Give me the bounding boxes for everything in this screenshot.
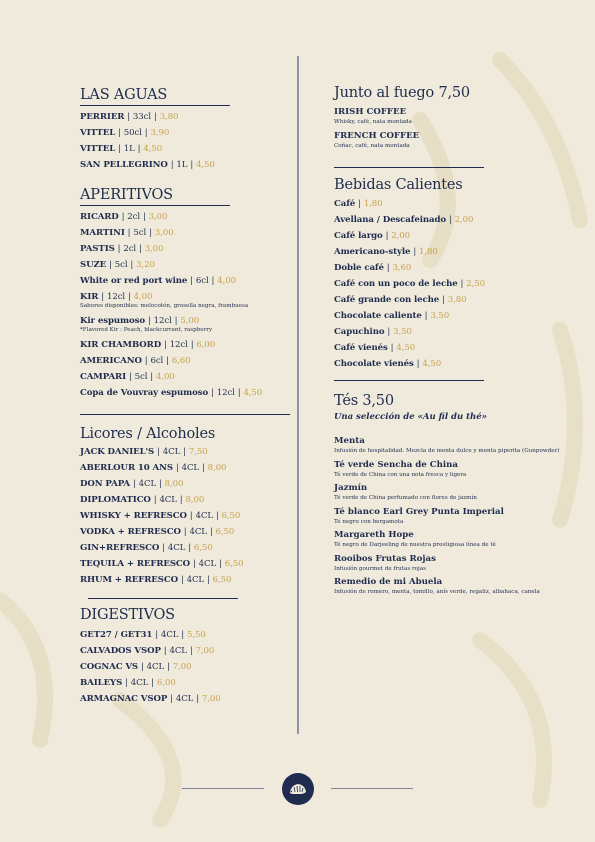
menu-item: RHUM + REFRESCO | 4CL | 6,50 — [80, 575, 232, 585]
hedgehog-icon — [282, 773, 314, 805]
section-title: Bebidas Calientes — [334, 177, 463, 193]
section-aguas — [80, 86, 230, 173]
section-title: Tés 3,50 — [334, 393, 394, 409]
item-note: Sabores disponibles: melocotón, grosella negra, frambuesa — [80, 303, 249, 309]
menu-item: CALVADOS VSOP | 4CL | 7,00 — [80, 646, 215, 656]
menu-item-description: Té negro de Darjeeling de nuestra prestigiosa línea de té — [334, 542, 496, 548]
menu-item-name: Remedio de mi Abuela — [334, 577, 443, 587]
menu-item: VITTEL | 1L | 4,50 — [80, 144, 163, 154]
menu-item: VITTEL | 50cl | 3,90 — [80, 128, 170, 138]
section-tes — [334, 392, 574, 600]
menu-item-name: Té blanco Earl Grey Punta Imperial — [334, 506, 504, 517]
menu-item: Café grande con leche | 3,80 — [334, 295, 467, 305]
menu-item: DON PAPA | 4CL | 8,00 — [80, 479, 184, 489]
menu-item-description: Té verde de China perfumado con flores de jazmín — [334, 495, 477, 501]
menu-item: JACK DANIEL'S | 4CL | 7,50 — [80, 447, 208, 457]
menu-item: SAN PELLEGRINO | 1L | 4,50 — [80, 160, 215, 170]
section-licores — [80, 425, 292, 588]
menu-item-name: Jazmín — [334, 483, 368, 493]
menu-item: DIPLOMATICO | 4CL | 8,00 — [80, 495, 205, 505]
menu-item: VODKA + REFRESCO | 4CL | 6,50 — [80, 527, 235, 537]
menu-item-name: IRISH COFFEE — [334, 107, 407, 117]
menu-item: Avellana / Descafeinado | 2,00 — [334, 215, 474, 225]
menu-item: Chocolate caliente | 3,50 — [334, 311, 450, 321]
menu-item: KIR CHAMBORD | 12cl | 6,00 — [80, 340, 216, 350]
menu-item: BAILEYS | 4CL | 6,00 — [80, 678, 176, 688]
menu-item: WHISKY + REFRESCO | 4CL | 6,50 — [80, 511, 241, 521]
section-title: APERITIVOS — [80, 187, 173, 203]
section-title: Licores / Alcoholes — [80, 426, 216, 442]
menu-item: Kir espumoso | 12cl | 5,00 — [80, 316, 200, 326]
section-fuego — [334, 84, 574, 153]
section-title: DIGESTIVOS — [80, 607, 175, 623]
menu-item: PASTIS | 2cl | 3,00 — [80, 244, 164, 254]
section-digestivos — [80, 606, 292, 707]
menu-item: Café vienés | 4,50 — [334, 343, 416, 353]
title-underline — [80, 105, 230, 106]
section-separator — [334, 380, 484, 381]
item-note: *Flavored Kir : Peach, blackcurrant, raspberry — [80, 327, 213, 333]
menu-item-description: Té negro con bergamota — [334, 518, 404, 525]
menu-item-name: Té verde Sencha de China — [334, 459, 458, 470]
menu-item: GIN+REFRESCO | 4CL | 6,50 — [80, 543, 213, 553]
menu-item-description: Infusión de romero, menta, tomillo, anís verde, regaliz, albahaca, canela — [334, 589, 540, 595]
menu-item-description: Whisky, café, nata montada — [334, 119, 412, 125]
menu-item: TEQUILA + REFRESCO | 4CL | 6,50 — [80, 559, 244, 569]
section-tagline: Una selección de «Au fil du thé» — [334, 412, 487, 422]
section-calientes — [334, 176, 574, 372]
menu-item-name: Rooibos Frutas Rojas — [334, 553, 436, 564]
section-title: LAS AGUAS — [80, 87, 168, 103]
menu-item: Doble café | 3,60 — [334, 263, 412, 273]
menu-item-description: Infusión gourmet de frutas rojas — [334, 565, 426, 572]
menu-item: White or red port wine | 6cl | 4,00 — [80, 276, 236, 286]
section-aperitivos — [80, 186, 263, 401]
menu-item: RICARD | 2cl | 3,00 — [80, 212, 168, 222]
column-divider — [297, 56, 299, 734]
menu-item: Capuchino | 3,50 — [334, 327, 412, 337]
menu-item: Chocolate vienés | 4,50 — [334, 359, 442, 369]
section-separator — [334, 167, 484, 168]
section-title: Junto al fuego 7,50 — [334, 85, 470, 101]
menu-item: Copa de Vouvray espumoso | 12cl | 4,50 — [80, 388, 263, 398]
section-separator — [80, 414, 290, 415]
menu-item-name: FRENCH COFFEE — [334, 130, 420, 141]
menu-item: Café | 1,80 — [334, 199, 383, 209]
menu-item: SUZE | 5cl | 3,20 — [80, 260, 155, 270]
menu-item: COGNAC VS | 4CL | 7,00 — [80, 662, 192, 672]
section-separator — [88, 598, 238, 599]
menu-item: KIR | 12cl | 4,00 — [80, 292, 153, 302]
menu-item: Café con un poco de leche | 2,50 — [334, 279, 485, 289]
footer-line-right — [331, 788, 413, 789]
menu-item: CAMPARI | 5cl | 4,00 — [80, 372, 175, 382]
menu-item: ABERLOUR 10 ANS | 4CL | 8,00 — [80, 463, 227, 473]
menu-item-description: Infusión de hospitalidad. Mezcla de menta dulce y menta piperita (Gunpowder) — [334, 448, 560, 454]
title-underline — [80, 205, 230, 206]
menu-item-name: Menta — [334, 436, 365, 446]
menu-item-name: Margareth Hope — [334, 530, 414, 540]
menu-item: PERRIER | 33cl | 3,80 — [80, 112, 179, 122]
menu-item-description: Coñac, café, nata montada — [334, 142, 410, 149]
menu-item: MARTINI | 5cl | 3,00 — [80, 228, 174, 238]
menu-item: GET27 / GET31 | 4CL | 5,50 — [80, 630, 206, 640]
footer-line-left — [182, 788, 264, 789]
menu-item: ARMAGNAC VSOP | 4CL | 7,00 — [80, 694, 221, 704]
menu-item: Café largo | 2,00 — [334, 231, 411, 241]
menu-item-description: Té verde de China con una nota fresca y ligera — [334, 471, 467, 478]
menu-item: Americano-style | 1,80 — [334, 247, 438, 257]
menu-item: AMERICANO | 6cl | 6,60 — [80, 356, 191, 366]
